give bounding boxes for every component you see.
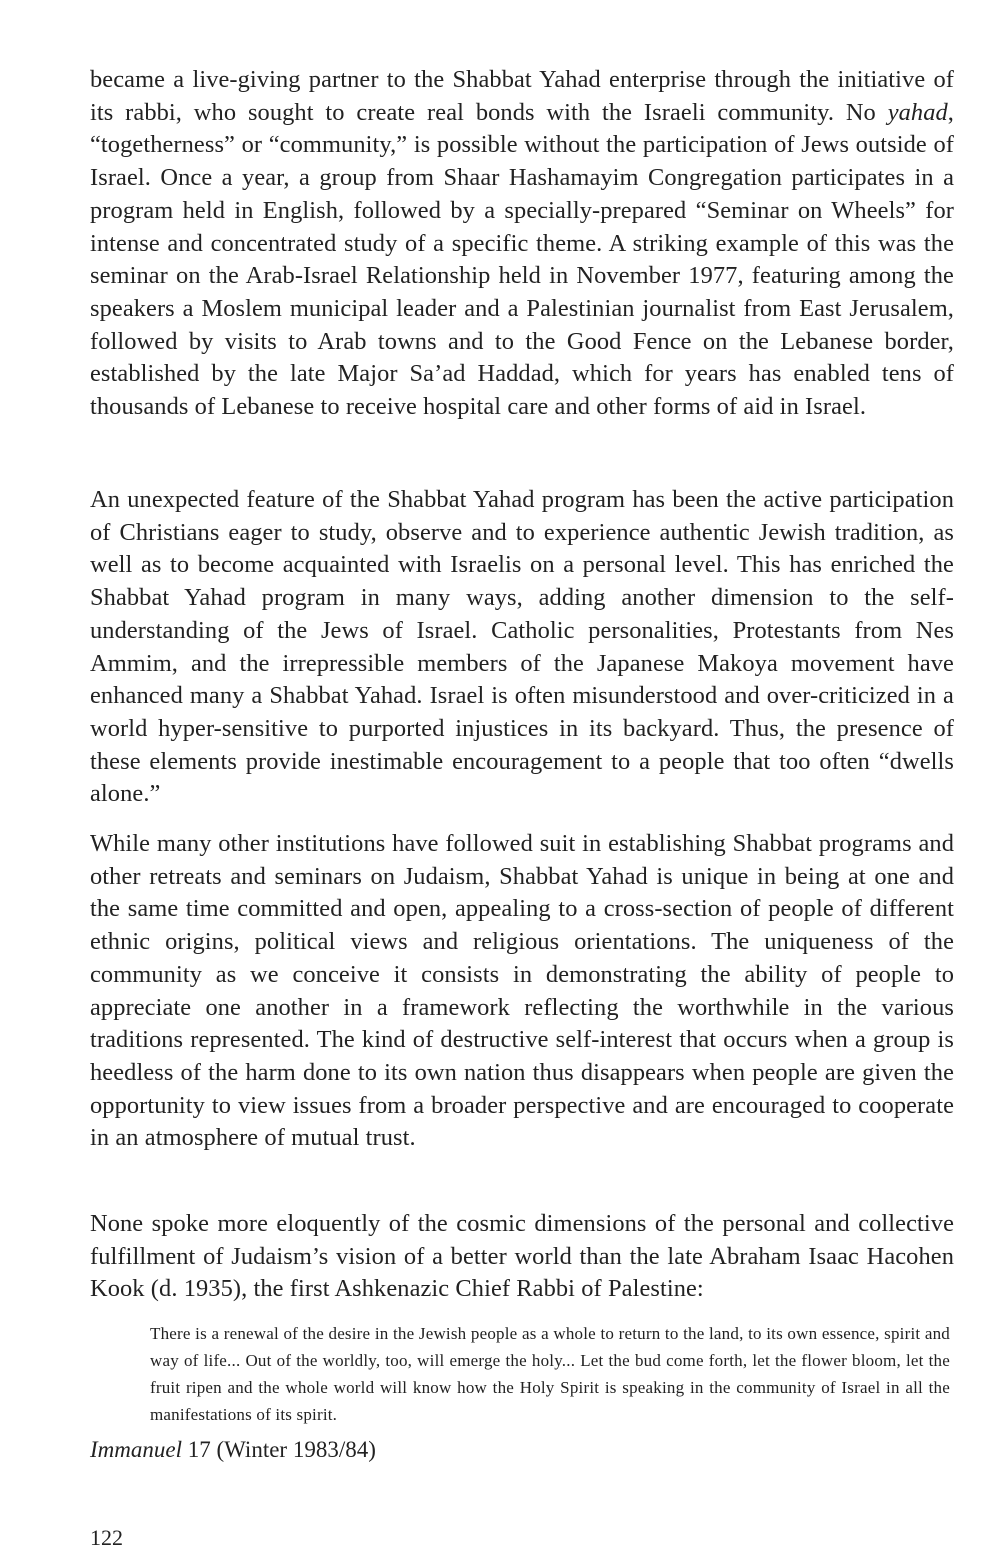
body-paragraph-2: An unexpected feature of the Shabbat Yahad program has been the active participation of Christians eager to study, observe and to experience authentic Jewish tradition, as well as to become acquainted with Israelis on a personal level. This has enriched the Shabbat Yahad program in many ways, adding another dimension to the self-understanding of the Jews of Israel. Catholic personalities, Protestants from Nes Ammim, and the irrepressible members of the Japanese Makoya movement have enhanced many a Shabbat Yahad. Israel is often misunderstood and over-criticized in a world hyper-sensitive to purported injustices in its backyard. Thus, the presence of these elements provide inestimable encouragement to a people that too often “dwells alone.” [90,486,954,808]
body-paragraph-4: None spoke more eloquently of the cosmic dimensions of the personal and collective fulfillment of Judaism’s vision of a better world than the late Abraham Isaac Hacohen Kook (d. 1935), the first Ashkenazic Chief Rabbi of Palestine: [90,1210,954,1303]
page-number: 122 [90,1525,123,1550]
quote-citation [90,1434,376,1466]
paragraph-1-text-end: , “togetherness” or “community,” is possible without the participation of Jews outside of Israel. Once a year, a group from Shaar Hashamayim Congregation participates in a program held in English, followed by a specially-prepared “Seminar on Wheels” for intense and concentrated study of a specific theme. A striking example of this was the seminar on the Arab-Israel Relationship held in November 1977, featuring among the speakers a Moslem municipal leader and a Palestinian journalist from East Jerusalem, followed by visits to Arab towns and to the Good Fence on the Lebanese border, established by the late Major Sa’ad Haddad, which for years has enabled tens of thousands of Lebanese to receive hospital care and other forms of aid in Israel. [90,98,954,421]
body-paragraph-3: While many other institutions have followed suit in establishing Shabbat programs and other retreats and seminars on Judaism, Shabbat Yahad is unique in being at one and the same time committed and open, appealing to a cross-section of people of different ethnic origins, political views and religious orientations. The uniqueness of the community as we conceive it consists in demonstrating the ability of people to appreciate one another in a framework reflecting the worthwhile in the various traditions represented. The kind of destructive self-interest that occurs when a group is heedless of the harm done to its own nation thus disappears when people are given the opportunity to view issues from a broader perspective and are encouraged to cooperate in an atmosphere of mutual trust. [90,830,954,1152]
paragraph-1-text-start: became a live-giving partner to the Shabbat Yahad enterprise through the initiative of its rabbi, who sought to create real bonds with the Israeli community. No [90,66,954,126]
citation-details: 17 (Winter 1983/84) [181,1437,376,1462]
citation-source: Immanuel [90,1437,182,1462]
block-quote: There is a renewal of the desire in the Jewish people as a whole to return to the land, to its own essence, spirit and way of life... Out of the worldly, too, will emerge the holy... Let the bud come forth, let the flower bloom, let the fruit ripen and the whole world will know how the Holy Spirit is speaking in the community of Israel in all the manifestations of its spirit. [150,1324,950,1424]
body-paragraph-1 [90,64,954,424]
italic-term-yahad: yahad [887,98,948,126]
